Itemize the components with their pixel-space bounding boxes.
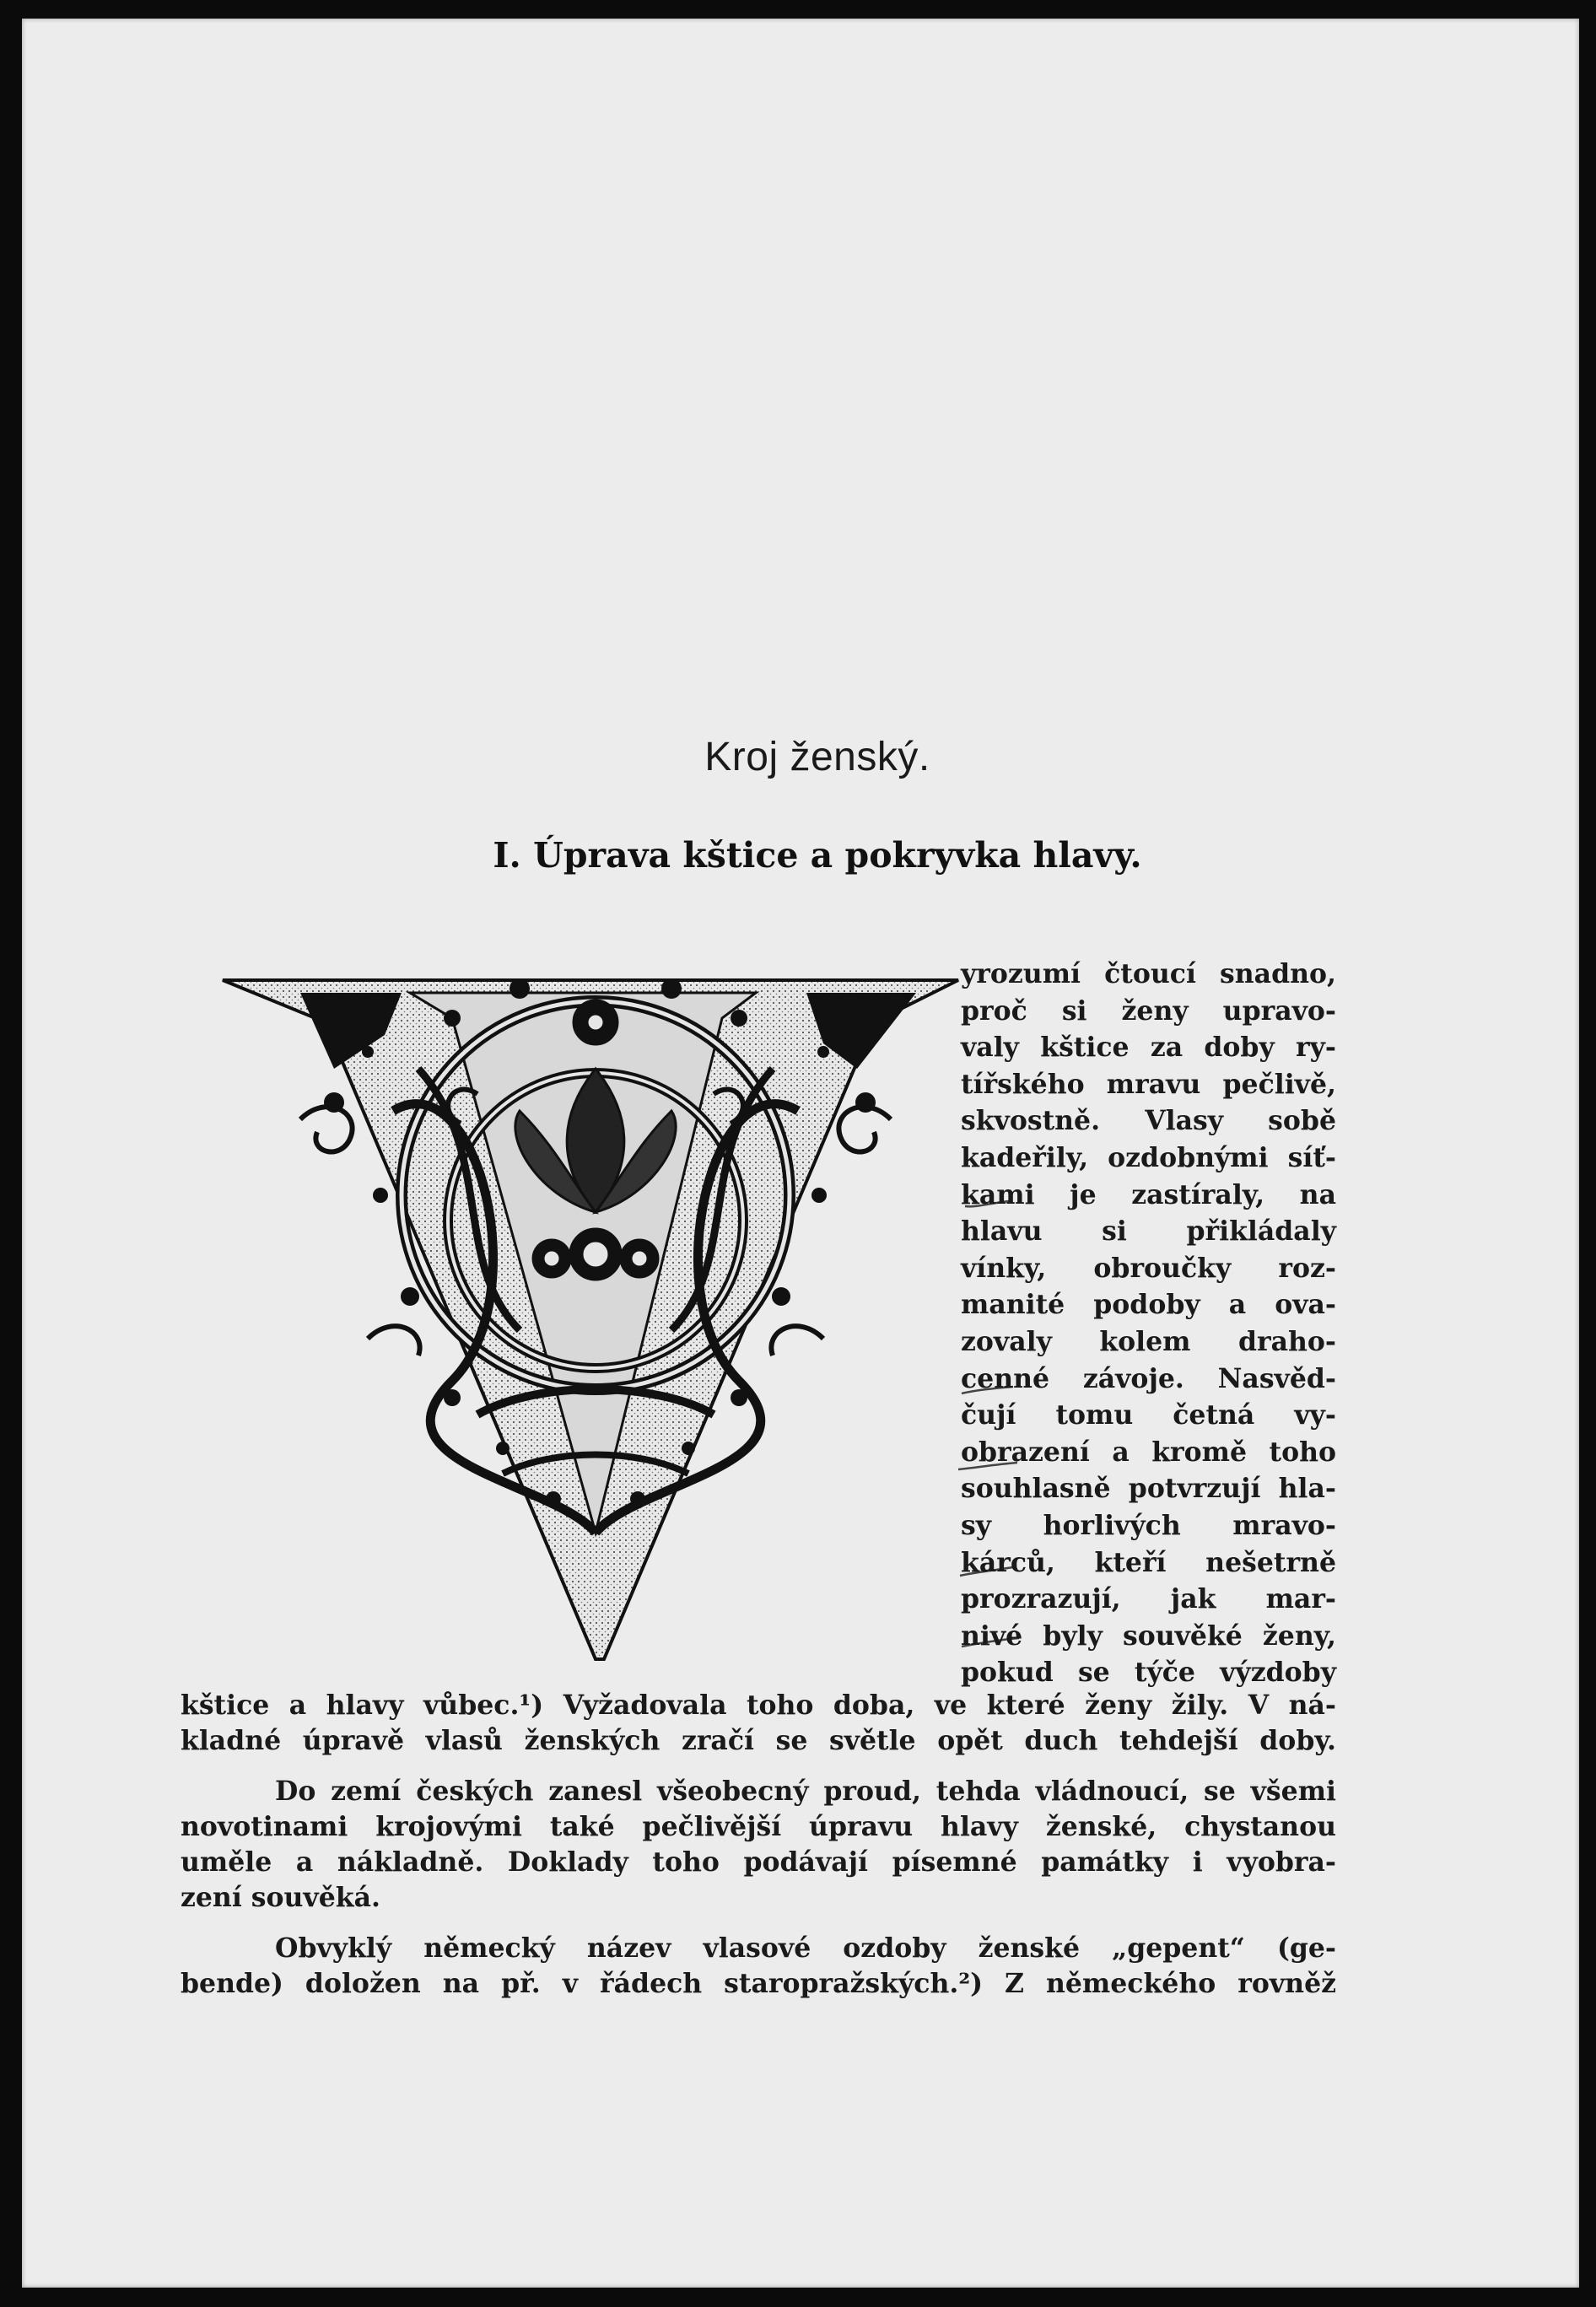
paragraph-text-line: uměle a nákladně. Doklady toho podávají písemné památky i vyobra- [181, 1846, 1336, 1878]
paragraph-text-line: Do zemí českých zanesl všeobecný proud, tehda vládnoucí, se všemi [275, 1776, 1336, 1807]
column-text-line: valy kštice za doby ry- [961, 1032, 1336, 1064]
column-text-line: pokud se týče výzdoby [961, 1657, 1336, 1689]
column-text-line: proč si ženy upravo- [961, 994, 1336, 1027]
column-text-line: nivé byly souvěké ženy, [961, 1620, 1336, 1652]
paragraph-text-line: Obvyklý německý název vlasové ozdoby ženské „gepent“ (ge- [275, 1932, 1336, 1964]
column-text-line: vínky, obroučky roz- [961, 1252, 1336, 1284]
column-text-line: yrozumí čtoucí snadno, [961, 958, 1336, 989]
column-text-line: cenné závoje. Nasvěd- [961, 1362, 1336, 1394]
column-text-line: kárců, kteří nešetrně [961, 1546, 1336, 1578]
column-text-line: prozrazují, jak mar- [961, 1583, 1336, 1615]
paragraph-text-line: bende) doložen na př. v řádech staropražských.²) Z německého rovněž [181, 1968, 1336, 1999]
paragraph-text-line: zení souvěká. [181, 1882, 380, 1913]
paragraph-text-line: kštice a hlavy vůbec.¹) Vyžadovala toho doba, ve které ženy žily. V ná- [181, 1690, 1336, 1721]
paragraph-text-line: novotinami krojovými také pečlivější úpravu hlavy ženské, chystanou [181, 1811, 1336, 1842]
column-text-line: skvostně. Vlasy sobě [961, 1105, 1336, 1137]
column-text-line: kami je zastíraly, na [961, 1178, 1336, 1210]
column-text-line: kadeřily, ozdobnými síť- [961, 1142, 1336, 1173]
paragraph-text-line: kladné úpravě vlasů ženských zračí se světle opět duch tehdejší doby. [181, 1725, 1336, 1756]
column-text-line: souhlasně potvrzují hla- [961, 1473, 1336, 1505]
chapter-title: Kroj ženský. [704, 735, 930, 779]
decorated-initial-v [199, 942, 967, 1668]
column-text-line: obrazení a kromě toho [961, 1436, 1336, 1468]
section-heading: I. Úprava kštice a pokryvka hlavy. [493, 835, 1142, 876]
column-text-line: tířského mravu pečlivě, [961, 1068, 1336, 1100]
column-text-line: čují tomu četná vy- [961, 1399, 1336, 1431]
book-page [22, 19, 1579, 2288]
column-text-line: hlavu si přikládaly [961, 1215, 1336, 1248]
column-text-line: manité podoby a ova- [961, 1289, 1336, 1321]
column-text-line: zovaly kolem draho- [961, 1326, 1336, 1357]
column-text-line: sy horlivých mravo- [961, 1510, 1336, 1541]
